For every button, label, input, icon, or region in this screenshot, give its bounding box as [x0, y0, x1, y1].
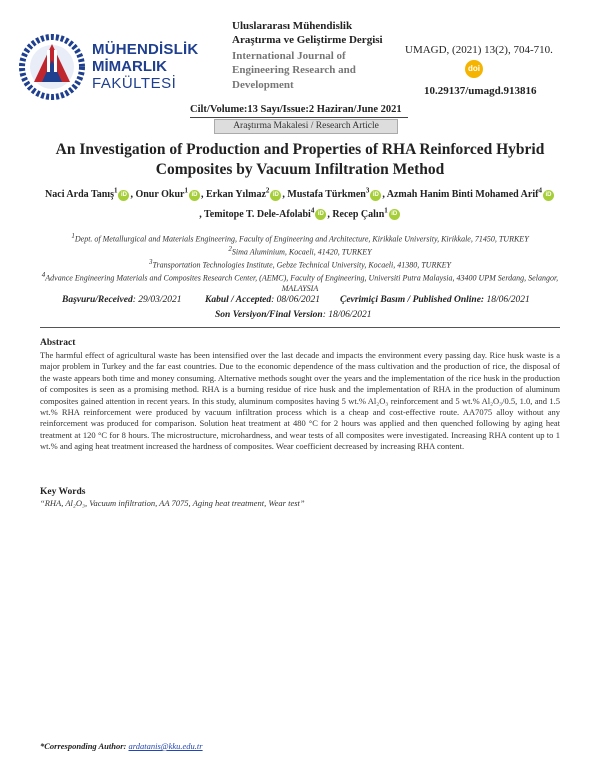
- journal-name-tr-1: Uluslararası Mühendislik: [232, 20, 353, 32]
- abstract-heading: Abstract: [40, 338, 76, 348]
- journal-name-en-3: Development: [232, 78, 294, 91]
- journal-name: [232, 20, 392, 92]
- keywords-heading: Key Words: [40, 487, 86, 497]
- author: , Mustafa Türkmen$^3$ iD: [282, 189, 382, 200]
- logo-line-3: FAKÜLTESİ: [92, 75, 177, 92]
- keywords-text: “RHA, Al₂O₃, Vacuum infiltration, AA 7075, Aging heat treatment, Wear test”: [40, 498, 305, 508]
- online-date: Çevrimiçi Basım / Published Online: 18/06/2021: [340, 295, 530, 305]
- orcid-icon[interactable]: iD: [389, 209, 400, 220]
- journal-name-en-1: International Journal of: [232, 49, 346, 62]
- affiliation: $^1$Dept. of Metallurgical and Materials Engineering, Faculty of Engineering and Architecture, Kirikkale University, Kirikkale, 71450, TURKEY: [71, 232, 529, 244]
- divider: [40, 327, 560, 328]
- volume-info: Cilt/Volume:13 Sayı/Issue:2 Haziran/June 2021: [190, 104, 402, 115]
- received-date: Başvuru/Received: 29/03/2021: [62, 295, 182, 305]
- author: , Azmah Hanim Binti Mohamed Arif$^4$ iD: [382, 189, 555, 200]
- logo-line-2: MİMARLIK: [92, 58, 167, 75]
- orcid-icon[interactable]: iD: [370, 190, 381, 201]
- affiliation: $^4$Advance Engineering Materials and Composites Research Center, (AEMC), Faculty of Engineering, Universiti Putra Malaysia, 43400 UPM Serdang, Selangor, MALAYSIA: [41, 270, 559, 293]
- doi-link[interactable]: 10.29137/umagd.913816: [424, 85, 537, 97]
- orcid-icon[interactable]: iD: [118, 190, 129, 201]
- corresponding-author: [40, 741, 203, 751]
- author-list: [40, 185, 560, 225]
- author: , Onur Okur$^1$ iD: [130, 189, 201, 200]
- author: , Recep Çalın$^1$ iD: [327, 209, 400, 220]
- journal-name-tr-2: Araştırma ve Geliştirme Dergisi: [232, 33, 383, 46]
- corresponding-email-link[interactable]: ardatanis@kku.edu.tr: [128, 741, 203, 751]
- faculty-logo: [14, 22, 214, 112]
- doi-icon: doi: [465, 60, 483, 78]
- affiliations: [30, 232, 570, 294]
- faculty-emblem-icon: [14, 22, 90, 112]
- citation: UMAGD, (2021) 13(2), 704-710.: [405, 44, 553, 56]
- logo-line-1: MÜHENDİSLİK: [92, 41, 199, 58]
- corresponding-label: *Corresponding Author:: [40, 741, 127, 751]
- affiliation: $^2$Sima Aluminium, Kocaeli, 41420, TURKEY: [228, 244, 372, 257]
- orcid-icon[interactable]: iD: [270, 190, 281, 201]
- orcid-icon[interactable]: iD: [543, 190, 554, 201]
- accepted-date: Kabul / Accepted: 08/06/2021: [205, 295, 320, 305]
- author: , Erkan Yılmaz$^2$ iD: [201, 189, 282, 200]
- final-date: Son Versiyon/Final Version: 18/06/2021: [215, 310, 372, 320]
- article-type-badge: Araştırma Makalesi / Research Article: [214, 119, 398, 134]
- orcid-icon[interactable]: iD: [315, 209, 326, 220]
- divider: [190, 117, 408, 118]
- paper-title: An Investigation of Production and Properties of RHA Reinforced Hybrid Composites by Vacuum Infiltration Method: [55, 141, 545, 179]
- journal-name-en-2: Engineering Research and: [232, 64, 356, 77]
- author: Naci Arda Tanış$^1$ iD: [45, 189, 130, 200]
- affiliation: $^3$Transportation Technologies Institute, Gebze Technical University, Kocaeli, 41380, TURKEY: [148, 257, 451, 270]
- author: , Temitope T. Dele-Afolabi$^4$ iD: [199, 209, 327, 220]
- abstract-text: The harmful effect of agricultural waste has been intensified over the last decade and impacts the environment every passing day. Rice husk waste is a major problem in Turkey and the far east countries. Due to the economic dependence of the mass cultivation and the production of rice, the disposal of the waste appears both time and money consuming. Alternative methods sought over the years and the implementation of the rice husk in the production of composites is seen as a promising method. RHA is a burning residue of rice husk and the implementation of RHA in the production of aluminum composites gained attention in recent years. In this study, aluminum composites having 5 wt.% Al₂O₃ reinforcement and 5 wt.% Al₂O₃/0.5, 1.0, and 1.5 wt.% RHA reinforcement were produced by vacuum infiltration process which is a cheap and cost-effective route. AA7075 alloy without any reinforcement was produced for comparison. Solution heat treatment at 480 °C for 2 hours was applied and then quenched following by aging heat treatment at 120 °C for 8 hours. The microstructure, microhardness, and wear tests of all composites were investigated. Increasing RHA content up to 1 wt.% and aging heat treatment increased the hardness of composites. Wear coefficient decreased by increasing RHA content.: [40, 350, 560, 451]
- orcid-icon[interactable]: iD: [189, 190, 200, 201]
